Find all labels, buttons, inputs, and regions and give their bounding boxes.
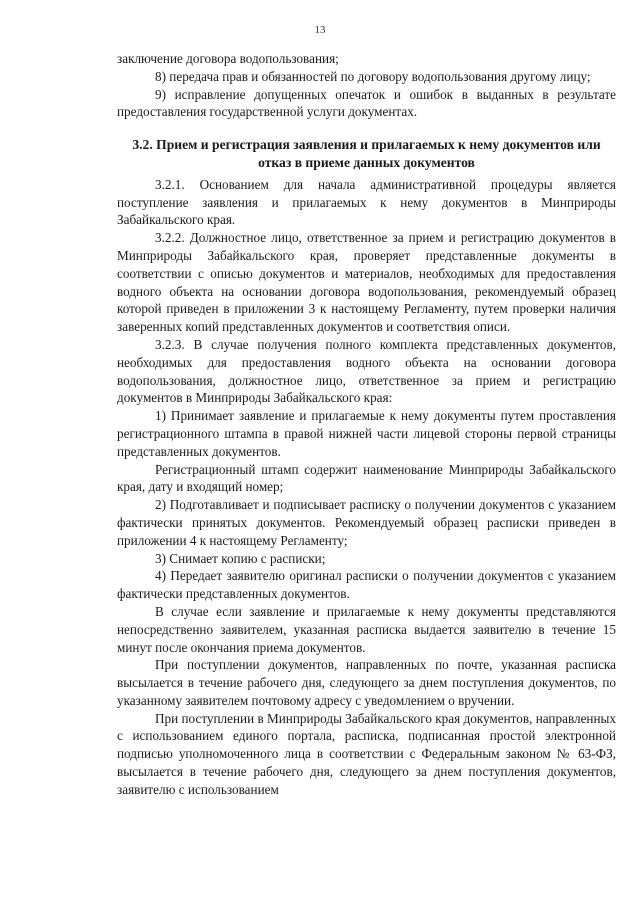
paragraph: При поступлении в Минприроды Забайкальского края документов, направленных с использованием единого портала, расписка, подписанная простой электронной подписью уполномоченного лица в соответствии с Федеральным законом № 63-ФЗ, высылается в течение рабочего дня, следующего за днем поступления документов, заявителю с использованием: [117, 710, 616, 797]
paragraph: Регистрационный штамп содержит наименование Минприроды Забайкальского края, дату и входящий номер;: [117, 461, 616, 495]
list-item: 4) Передает заявителю оригинал расписки о получении документов с указанием фактически представленных документов.: [117, 568, 616, 602]
paragraph: заключение договора водопользования;: [117, 51, 339, 66]
paragraph: 3.2.1. Основанием для начала административной процедуры является поступление заявления и прилагаемых к нему документов в Минприроды Забайкальского края.: [117, 176, 616, 228]
list-item: 3) Снимает копию с расписки;: [155, 550, 326, 566]
list-item: 8) передача прав и обязанностей по договору водопользования другому лицу;: [155, 68, 591, 84]
list-item: 2) Подготавливает и подписывает расписку о получении документов с указанием фактически принятых документов. Рекомендуемый образец расписки приведен в приложении 4 к настоящему Регламенту;: [117, 497, 616, 548]
list-item: 9) исправление допущенных опечаток и ошибок в выданных в результате предоставления государственной услуги документах.: [117, 86, 616, 120]
page-number: 13: [314, 24, 326, 36]
section-heading: 3.2. Прием и регистрация заявления и прилагаемых к нему документов или отказ в приеме данных документов: [132, 137, 601, 170]
paragraph: 3.2.2. Должностное лицо, ответственное за прием и регистрацию документов в Минприроды Забайкальского края, проверяет представленные документы в соответствии с описью документов и материалов, необходимых для предоставления водного объекта на основании договора водопользования, рекомендуемый образец которой приведен в приложении 3 к настоящему Регламенту, путем проверки наличия заверенных копий представленных документов и соответствия описи.: [117, 230, 616, 335]
paragraph: При поступлении документов, направленных по почте, указанная расписка высылается в течение рабочего дня, следующего за днем поступления документов, по указанному заявителем почтовому адресу с уведомлением о вручении.: [117, 657, 616, 708]
paragraph: В случае если заявление и прилагаемые к нему документы представляются непосредственно заявителем, указанная расписка выдается заявителю в течение 15 минут после окончания приема документов.: [117, 603, 616, 655]
paragraph: 3.2.3. В случае получения полного комплекта представленных документов, необходимых для предоставления водного объекта на основании договора водопользования, должностное лицо, ответственное за прием и регистрацию документов в Минприроды Забайкальского края:: [117, 336, 616, 406]
document-body: [117, 50, 616, 799]
list-item: 1) Принимает заявление и прилагаемые к нему документы путем проставления регистрационного штампа в правой нижней части лицевой стороны первой страницы представленных документов.: [117, 408, 616, 459]
